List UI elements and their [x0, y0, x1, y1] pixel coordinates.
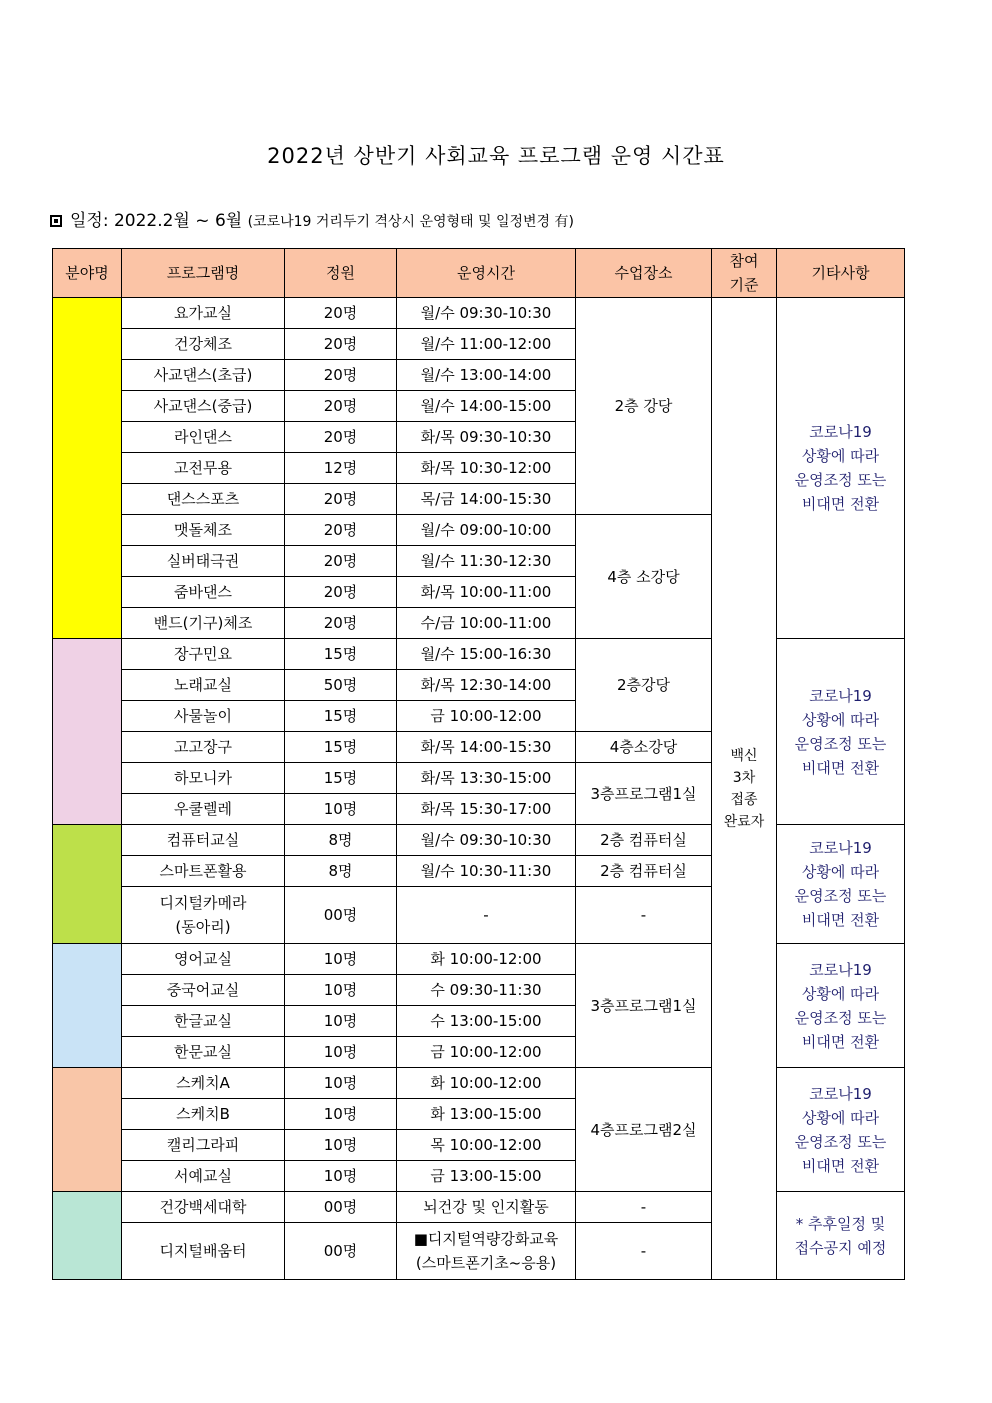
capacity: 8명	[285, 825, 397, 856]
operating-time: 목 10:00-12:00	[397, 1130, 576, 1161]
operating-time: 월/수 09:30-10:30	[397, 825, 576, 856]
program-name: 디지털카메라 (동아리)	[122, 887, 285, 944]
header-cell: 수업장소	[576, 249, 712, 298]
category-cell	[53, 298, 122, 639]
category-cell	[53, 825, 122, 944]
operating-time: 수 13:00-15:00	[397, 1006, 576, 1037]
capacity: 10명	[285, 1130, 397, 1161]
operating-time: 월/수 13:00-14:00	[397, 360, 576, 391]
class-place: -	[576, 887, 712, 944]
operating-time: 화 13:00-15:00	[397, 1099, 576, 1130]
program-name: 요가교실	[122, 298, 285, 329]
schedule-label: 일정:	[70, 211, 109, 231]
other-notes: 코로나19 상황에 따라 운영조정 또는 비대면 전환	[777, 298, 905, 639]
capacity: 20명	[285, 391, 397, 422]
capacity: 20명	[285, 577, 397, 608]
program-name: 댄스스포츠	[122, 484, 285, 515]
operating-time: 금 10:00-12:00	[397, 1037, 576, 1068]
class-place: 4층프로그램2실	[576, 1068, 712, 1192]
capacity: 20명	[285, 298, 397, 329]
capacity: 15명	[285, 639, 397, 670]
table-row	[53, 825, 905, 856]
program-name: 하모니카	[122, 763, 285, 794]
capacity: 00명	[285, 1223, 397, 1280]
program-name: 실버태극권	[122, 546, 285, 577]
operating-time: 화 10:00-12:00	[397, 944, 576, 975]
class-place: 4층소강당	[576, 732, 712, 763]
operating-time: 화/목 13:30-15:00	[397, 763, 576, 794]
program-name: 컴퓨터교실	[122, 825, 285, 856]
capacity: 10명	[285, 1068, 397, 1099]
program-name: 사교댄스(중급)	[122, 391, 285, 422]
table-row	[53, 1192, 905, 1223]
schedule-line	[50, 206, 574, 231]
program-name: 우쿨렐레	[122, 794, 285, 825]
category-cell	[53, 944, 122, 1068]
capacity: 10명	[285, 1006, 397, 1037]
capacity: 20명	[285, 360, 397, 391]
table-row	[53, 639, 905, 670]
operating-time: 화/목 10:30-12:00	[397, 453, 576, 484]
program-name: 장구민요	[122, 639, 285, 670]
program-name: 라인댄스	[122, 422, 285, 453]
capacity: 15명	[285, 732, 397, 763]
capacity: 10명	[285, 1037, 397, 1068]
program-name: 스케치A	[122, 1068, 285, 1099]
capacity: 20명	[285, 484, 397, 515]
operating-time: 월/수 11:30-12:30	[397, 546, 576, 577]
category-cell	[53, 1068, 122, 1192]
program-name: 줌바댄스	[122, 577, 285, 608]
class-place: 2층 컴퓨터실	[576, 856, 712, 887]
header-cell: 운영시간	[397, 249, 576, 298]
program-name: 서예교실	[122, 1161, 285, 1192]
operating-time: 화/목 10:00-11:00	[397, 577, 576, 608]
program-name: 스마트폰활용	[122, 856, 285, 887]
capacity: 8명	[285, 856, 397, 887]
program-name: 중국어교실	[122, 975, 285, 1006]
class-place: 2층강당	[576, 639, 712, 732]
class-place: 2층 컴퓨터실	[576, 825, 712, 856]
class-place: 2층 강당	[576, 298, 712, 515]
capacity: 00명	[285, 887, 397, 944]
program-name: 노래교실	[122, 670, 285, 701]
operating-time: 화/목 12:30-14:00	[397, 670, 576, 701]
operating-time: 월/수 09:00-10:00	[397, 515, 576, 546]
operating-time: 금 10:00-12:00	[397, 701, 576, 732]
header-cell: 참여 기준	[712, 249, 777, 298]
operating-time: 수/금 10:00-11:00	[397, 608, 576, 639]
program-name: 캘리그라피	[122, 1130, 285, 1161]
header-row	[53, 249, 905, 298]
operating-time: 월/수 15:00-16:30	[397, 639, 576, 670]
class-place: 4층 소강당	[576, 515, 712, 639]
capacity: 15명	[285, 763, 397, 794]
other-notes: 코로나19 상황에 따라 운영조정 또는 비대면 전환	[777, 1068, 905, 1192]
capacity: 10명	[285, 975, 397, 1006]
capacity: 00명	[285, 1192, 397, 1223]
program-name: 고고장구	[122, 732, 285, 763]
table-row	[53, 298, 905, 329]
program-name: 맷돌체조	[122, 515, 285, 546]
operating-time: 목/금 14:00-15:30	[397, 484, 576, 515]
capacity: 20명	[285, 515, 397, 546]
class-place: -	[576, 1223, 712, 1280]
program-name: 건강체조	[122, 329, 285, 360]
program-name: 사물놀이	[122, 701, 285, 732]
capacity: 10명	[285, 1099, 397, 1130]
operating-time: 금 13:00-15:00	[397, 1161, 576, 1192]
capacity: 15명	[285, 701, 397, 732]
operating-time: 화 10:00-12:00	[397, 1068, 576, 1099]
header-cell: 기타사항	[777, 249, 905, 298]
capacity: 20명	[285, 546, 397, 577]
program-name: 고전무용	[122, 453, 285, 484]
other-notes: 코로나19 상황에 따라 운영조정 또는 비대면 전환	[777, 639, 905, 825]
table-row	[53, 1068, 905, 1099]
operating-time: 월/수 11:00-12:00	[397, 329, 576, 360]
program-name: 한문교실	[122, 1037, 285, 1068]
capacity: 20명	[285, 422, 397, 453]
square-bullet-icon	[50, 215, 62, 227]
program-name: 한글교실	[122, 1006, 285, 1037]
category-cell	[53, 1192, 122, 1280]
capacity: 20명	[285, 608, 397, 639]
program-name: 사교댄스(초급)	[122, 360, 285, 391]
capacity: 12명	[285, 453, 397, 484]
operating-time: 월/수 14:00-15:00	[397, 391, 576, 422]
program-table	[52, 248, 905, 1280]
other-notes: 코로나19 상황에 따라 운영조정 또는 비대면 전환	[777, 944, 905, 1068]
participation-criteria: 백신 3차 접종 완료자	[712, 298, 777, 1280]
schedule-note: (코로나19 거리두기 격상시 운영형태 및 일정변경 有)	[247, 214, 574, 230]
program-name: 건강백세대학	[122, 1192, 285, 1223]
operating-time: 화/목 09:30-10:30	[397, 422, 576, 453]
capacity: 50명	[285, 670, 397, 701]
category-cell	[53, 639, 122, 825]
header-cell: 분야명	[53, 249, 122, 298]
class-place: -	[576, 1192, 712, 1223]
other-notes: * 추후일정 및 접수공지 예정	[777, 1192, 905, 1280]
operating-time: ■디지털역량강화교육 (스마트폰기초~응용)	[397, 1223, 576, 1280]
capacity: 10명	[285, 944, 397, 975]
capacity: 10명	[285, 1161, 397, 1192]
capacity: 10명	[285, 794, 397, 825]
program-name: 영어교실	[122, 944, 285, 975]
table-row	[53, 944, 905, 975]
operating-time: 뇌건강 및 인지활동	[397, 1192, 576, 1223]
header-cell: 프로그램명	[122, 249, 285, 298]
program-name: 밴드(기구)체조	[122, 608, 285, 639]
capacity: 20명	[285, 329, 397, 360]
other-notes: 코로나19 상황에 따라 운영조정 또는 비대면 전환	[777, 825, 905, 944]
operating-time: -	[397, 887, 576, 944]
operating-time: 화/목 14:00-15:30	[397, 732, 576, 763]
operating-time: 화/목 15:30-17:00	[397, 794, 576, 825]
schedule-period: 2022.2월 ~ 6월	[113, 211, 243, 231]
program-name: 스케치B	[122, 1099, 285, 1130]
operating-time: 수 09:30-11:30	[397, 975, 576, 1006]
header-cell: 정원	[285, 249, 397, 298]
class-place: 3층프로그램1실	[576, 944, 712, 1068]
operating-time: 월/수 09:30-10:30	[397, 298, 576, 329]
operating-time: 월/수 10:30-11:30	[397, 856, 576, 887]
class-place: 3층프로그램1실	[576, 763, 712, 825]
page-title: 2022년 상반기 사회교육 프로그램 운영 시간표	[267, 144, 725, 168]
program-name: 디지털배움터	[122, 1223, 285, 1280]
